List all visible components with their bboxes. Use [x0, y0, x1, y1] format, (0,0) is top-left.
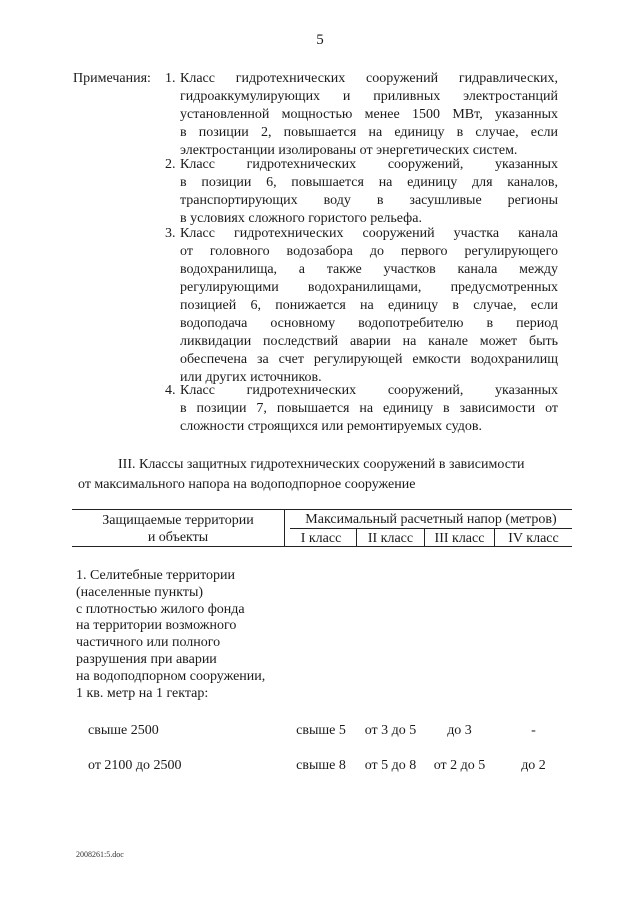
cell-class-1: свыше 5 — [296, 723, 346, 738]
cell-class-4: до 2 — [521, 758, 546, 773]
note-line: обеспечена за счет регулирующей емкости водохранилищ — [180, 352, 558, 367]
note-line: Класс гидротехнических сооружений, указанных — [180, 383, 558, 398]
table-header-max-head: Максимальный расчетный напор (метров) — [305, 512, 557, 527]
table-header-class-1: I класс — [300, 531, 342, 546]
table-header-class-4: IV класс — [508, 531, 559, 546]
note-line: сложности строящихся или ремонтируемых судов. — [180, 419, 483, 434]
note-number: 4. — [165, 383, 176, 398]
note-number: 2. — [165, 157, 176, 172]
note-line: гидроаккумулирующих и приливных электростанций — [180, 89, 558, 104]
group-header-underline — [290, 528, 572, 529]
note-line: регулирующими водохранилищами, предусмотренных — [180, 280, 558, 295]
cell-class-3: до 3 — [447, 723, 472, 738]
section-title-line2: от максимального напора на водоподпорное сооружение — [78, 477, 416, 492]
cell-class-3: от 2 до 5 — [433, 758, 486, 773]
note-line: в позиции 2, повышается на единицу в случае, если — [180, 125, 558, 140]
note-line: позицией 6, понижается на единицу в случае, если — [180, 298, 558, 313]
note-line: в условиях сложного гористого рельефа. — [180, 211, 422, 226]
cell-class-1: свыше 8 — [296, 758, 346, 773]
note-line: Класс гидротехнических сооружений, указанных — [180, 157, 558, 172]
description-line: на территории возможного — [76, 618, 237, 634]
note-line: ликвидации последствий аварии на канале может быть — [180, 334, 558, 349]
note-line: в позиции 7, повышается на единицу в зависимости от — [180, 401, 558, 416]
page-number: 5 — [316, 32, 324, 48]
table-header-class-3: III класс — [434, 531, 485, 546]
column-divider — [284, 510, 285, 546]
note-4 — [165, 382, 558, 436]
section-title-line1: III. Классы защитных гидротехнических сооружений в зависимости — [118, 457, 525, 472]
table-top-rule — [72, 509, 572, 510]
row-label: свыше 2500 — [88, 723, 159, 738]
description-line: на водоподпорном сооружении, — [76, 668, 266, 684]
row-label: от 2100 до 2500 — [88, 758, 182, 773]
description-line: разрушения при аварии — [76, 651, 217, 667]
table-header-class-2: II класс — [367, 531, 414, 546]
note-line: водоподача основному водопотребителю в период — [180, 316, 558, 331]
cell-class-2: от 3 до 5 — [364, 723, 417, 738]
note-number: 1. — [165, 71, 176, 86]
note-line: установленной мощностью менее 1500 МВт, указанных — [180, 107, 558, 122]
note-line: электростанции изолированы от энергетических систем. — [180, 143, 518, 158]
note-1 — [165, 70, 558, 160]
note-line: водохранилища, а также участков канала между — [180, 262, 558, 277]
table-header-territories: Защищаемые территории — [102, 513, 254, 528]
description-line: с плотностью жилого фонда — [76, 601, 245, 617]
note-line: или других источников. — [180, 370, 322, 385]
note-2 — [165, 156, 558, 228]
note-line: в позиции 6, повышается на единицу для каналов, — [180, 175, 558, 190]
description-line: частичного или полного — [76, 635, 221, 651]
note-number: 3. — [165, 226, 176, 241]
description-line: 1 кв. метр на 1 гектар: — [76, 685, 209, 701]
description-line: (населенные пункты) — [76, 584, 204, 600]
note-line: от головного водозабора до первого регулирующего — [180, 244, 558, 259]
cell-class-2: от 5 до 8 — [364, 758, 417, 773]
note-line: транспортирующих воду в засушливые регионы — [180, 193, 558, 208]
notes-label: Примечания: — [73, 71, 151, 86]
table-row-description — [76, 568, 265, 702]
description-line: 1. Селитебные территории — [76, 568, 236, 583]
table-header-objects: и объекты — [147, 530, 209, 545]
document-code: 2008261:5.doc — [76, 850, 124, 859]
note-line: Класс гидротехнических сооружений гидравлических, — [180, 71, 558, 86]
cell-class-4: - — [531, 723, 536, 738]
note-3 — [165, 225, 558, 387]
note-line: Класс гидротехнических сооружений участка канала — [180, 226, 558, 241]
